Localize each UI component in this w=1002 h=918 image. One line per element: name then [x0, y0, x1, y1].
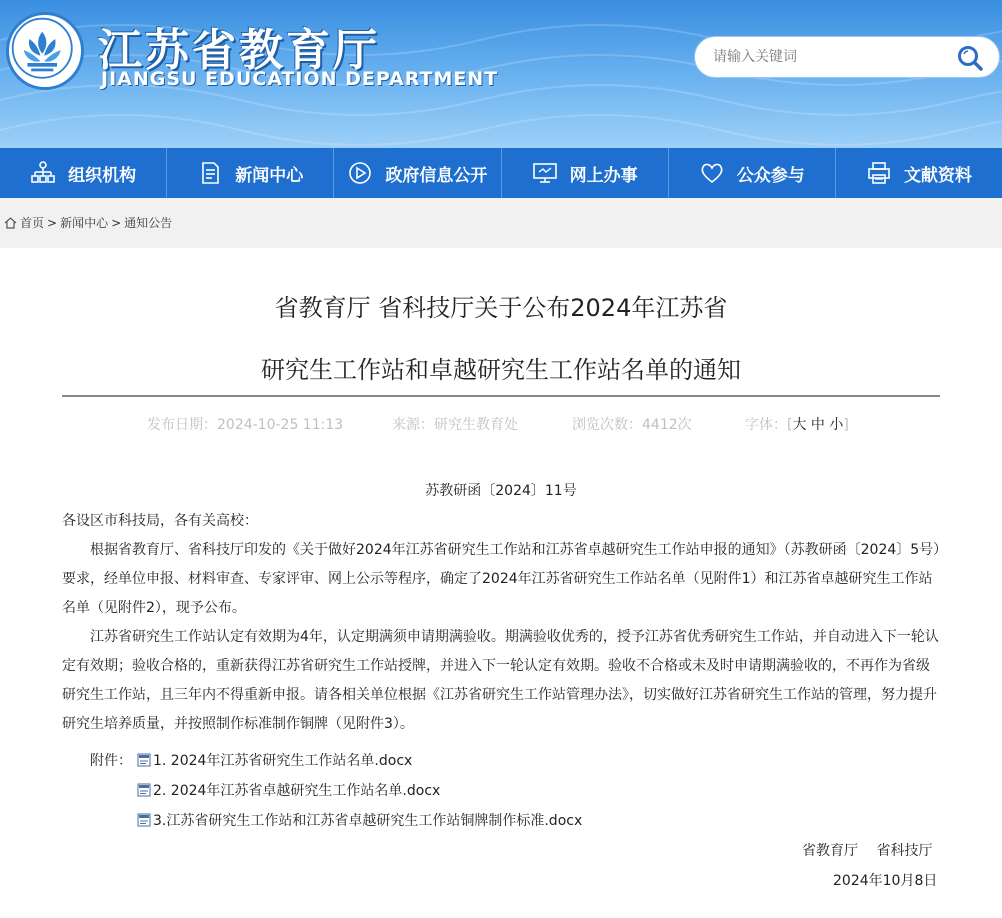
meta-font-size	[745, 414, 849, 434]
paragraph-2: 江苏省研究生工作站认定有效期为4年，认定期满须申请期满验收。期满验收优秀的，授予江苏省优秀研究生工作站，并自动进入下一轮认定有效期；验收合格的，重新获得江苏省研究生工作站授牌，并进入下一轮认定有效期。验收不合格或未及时申请期满验收的，不再作为省级研究生工作站，且三年内不得重新申报。请各相关单位根据《江苏省研究生工作站管理办法》，切实做好江苏省研究生工作站的管理，努力提升研究生培养质量，并按照制作标准制作铜牌（见附件3）。	[62, 629, 939, 732]
paragraph-1: 根据省教育厅、省科技厅印发的《关于做好2024年江苏省研究生工作站和江苏省卓越研究生工作站申报的通知》（苏教研函〔2024〕5号）要求，经单位申报、材料审查、专家评审、网上公示等程序，确定了2024年江苏省研究生工作站名单（见附件1）和江苏省卓越研究生工作站名单（见附件2），现予公布。	[62, 542, 941, 616]
font-small-button[interactable]: 小	[829, 417, 844, 433]
attachment-name[interactable]: 3.江苏省研究生工作站和江苏省卓越研究生工作站铜牌制作标准.docx	[153, 813, 583, 829]
meta-source	[392, 414, 518, 434]
attachments-label: 附件：	[90, 753, 132, 769]
play-circle-icon	[347, 160, 373, 186]
nav-item-org[interactable]	[0, 148, 167, 198]
font-bracket-open: [	[787, 417, 793, 433]
main-nav	[0, 148, 1002, 198]
breadcrumb	[4, 214, 172, 231]
org-chart-icon	[30, 160, 56, 186]
breadcrumb-sep: >	[47, 215, 58, 230]
nav-item-online-service[interactable]	[502, 148, 669, 198]
meta-font-label: 字体：	[745, 417, 787, 433]
nav-item-docs[interactable]	[836, 148, 1002, 198]
search-input[interactable]	[713, 46, 943, 68]
meta-date-value: 2024-10-25 11:13	[217, 417, 344, 433]
nav-label: 公众参与	[736, 165, 805, 186]
nav-label: 网上办事	[569, 165, 638, 186]
search-icon[interactable]	[955, 43, 985, 73]
nav-item-public[interactable]	[669, 148, 836, 198]
salutation: 各设区市科技局，各有关高校：	[62, 513, 258, 529]
nav-label: 组织机构	[68, 165, 137, 186]
breadcrumb-sep: >	[111, 215, 122, 230]
attachment-name[interactable]: 1. 2024年江苏省研究生工作站名单.docx	[153, 753, 413, 769]
article-title-line2: 研究生工作站和卓越研究生工作站名单的通知	[261, 356, 741, 384]
article	[0, 248, 1002, 918]
breadcrumb-notice[interactable]: 通知公告	[124, 216, 173, 230]
breadcrumb-home[interactable]: 首页	[20, 216, 45, 230]
article-title-line1: 省教育厅 省科技厅关于公布2024年江苏省	[274, 294, 728, 322]
meta-views-label: 浏览次数：	[572, 417, 642, 433]
title-divider	[62, 395, 940, 397]
meta-source-value: 研究生教育处	[434, 417, 518, 433]
nav-item-news[interactable]	[167, 148, 334, 198]
font-medium-button[interactable]: 中	[810, 417, 825, 433]
sign-date: 2024年10月8日	[833, 873, 938, 889]
printer-icon	[866, 160, 892, 186]
site-header	[0, 0, 1002, 148]
font-bracket-close: ]	[843, 417, 849, 433]
breadcrumb-bar	[0, 198, 1002, 248]
word-doc-icon	[137, 753, 151, 767]
attachment-link-2[interactable]	[137, 780, 440, 800]
nav-label: 新闻中心	[235, 165, 304, 186]
document-icon	[197, 160, 223, 186]
attachment-link-1[interactable]	[137, 750, 412, 770]
site-title[interactable]: 江苏省教育厅	[98, 25, 380, 76]
meta-source-label: 来源：	[392, 417, 434, 433]
education-emblem-icon[interactable]	[6, 12, 84, 90]
signers: 省教育厅 省科技厅	[802, 843, 933, 859]
meta-views	[572, 414, 692, 434]
monitor-icon	[532, 160, 558, 186]
document-number: 苏教研函〔2024〕11号	[425, 483, 577, 499]
font-large-button[interactable]: 大	[792, 417, 807, 433]
home-icon	[4, 216, 17, 229]
site-subtitle: JIANGSU EDUCATION DEPARTMENT	[101, 68, 499, 90]
attachment-link-3[interactable]	[137, 810, 582, 830]
meta-date	[147, 414, 343, 434]
meta-views-value: 4412次	[642, 417, 692, 433]
nav-label: 文献资料	[903, 165, 972, 186]
word-doc-icon	[137, 813, 151, 827]
breadcrumb-news[interactable]: 新闻中心	[60, 216, 109, 230]
nav-label: 政府信息公开	[385, 165, 488, 186]
attachment-name[interactable]: 2. 2024年江苏省卓越研究生工作站名单.docx	[153, 783, 441, 799]
nav-item-gov-info[interactable]	[334, 148, 501, 198]
meta-date-label: 发布日期：	[147, 417, 217, 433]
search-box	[694, 36, 1000, 78]
word-doc-icon	[137, 783, 151, 797]
heart-icon	[699, 160, 725, 186]
